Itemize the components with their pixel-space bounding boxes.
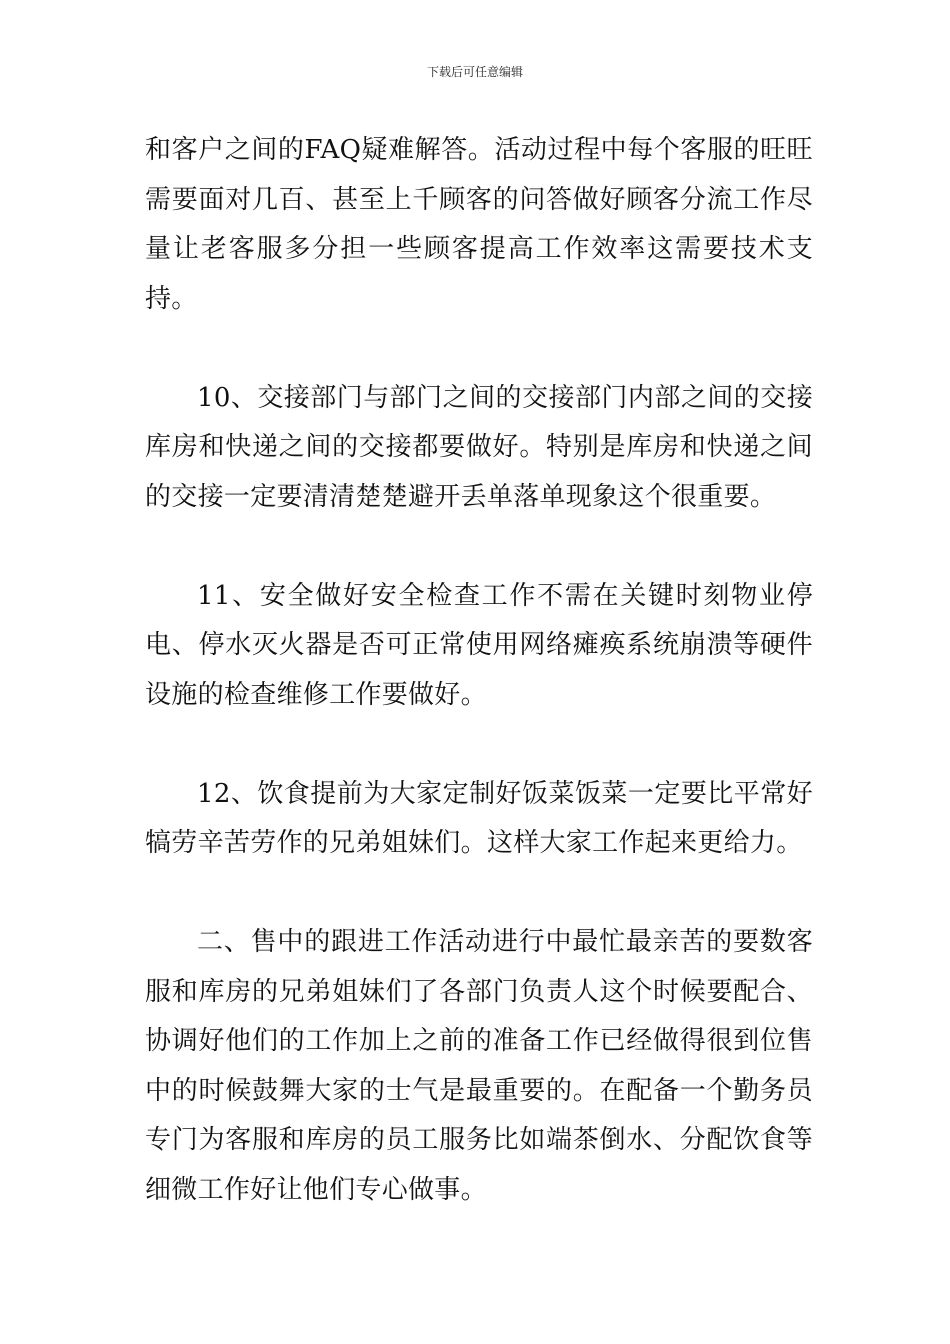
- document-body: [145, 126, 813, 1215]
- paragraph-handover: 10、交接部门与部门之间的交接部门内部之间的交接库房和快递之间的交接都要做好。特别是库房和快递之间的交接一定要清清楚楚避开丢单落单现象这个很重要。: [145, 382, 813, 512]
- paragraph-in-sale-followup: 二、售中的跟进工作活动进行中最忙最亲苦的要数客服和库房的兄弟姐妹们了各部门负责人这个时候要配合、协调好他们的工作加上之前的准备工作已经做得很到位售中的时候鼓舞大家的士气是最重要的。在配备一个勤务员专门为客服和库房的员工服务比如端茶倒水、分配饮食等细微工作好让他们专心做事。: [145, 927, 813, 1205]
- paragraph-catering: 12、饮食提前为大家定制好饭菜饭菜一定要比平常好犒劳辛苦劳作的兄弟姐妹们。这样大家工作起来更给力。: [145, 778, 813, 858]
- paragraph-safety: 11、安全做好安全检查工作不需在关键时刻物业停电、停水灭火器是否可正常使用网络瘫痪系统崩溃等硬件设施的检查维修工作要做好。: [145, 580, 813, 710]
- paragraph-faq-continuation: 和客户之间的FAQ疑难解答。活动过程中每个客服的旺旺需要面对几百、甚至上千顾客的问答做好顾客分流工作尽量让老客服多分担一些顾客提高工作效率这需要技术支持。: [145, 135, 813, 314]
- page-header-note: 下载后可任意编辑: [426, 65, 523, 79]
